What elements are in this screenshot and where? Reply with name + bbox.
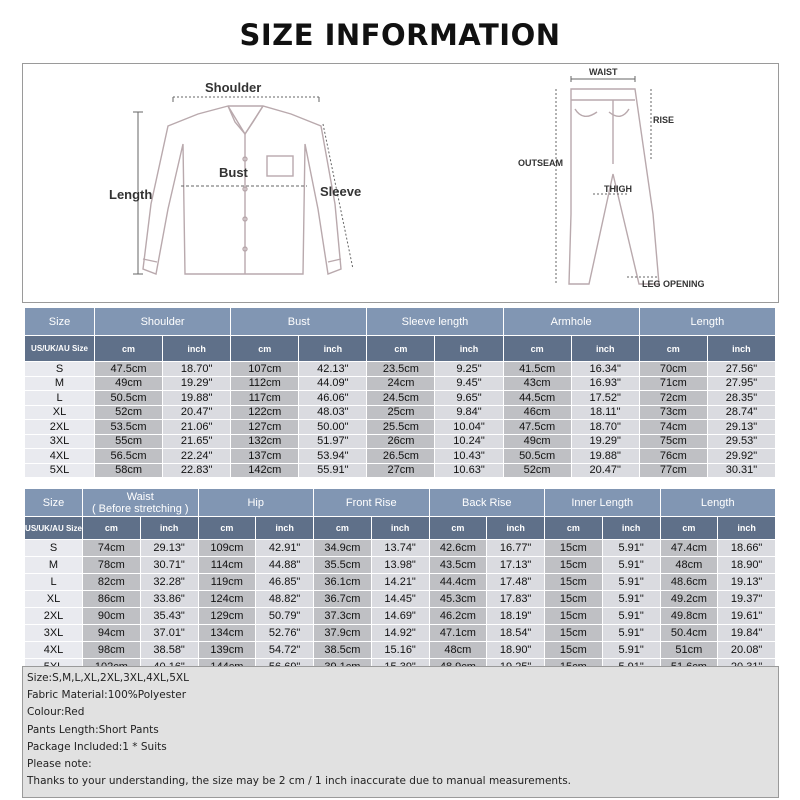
inch-value-cell: 19.84" [718, 625, 776, 642]
bust-header: Bust [231, 308, 367, 336]
inch-value-cell: 35.43" [140, 608, 198, 625]
size-cell: 2XL [25, 608, 83, 625]
cm-value-cell: 74cm [83, 540, 141, 557]
cm-value-cell: 45.3cm [429, 591, 487, 608]
inch-value-cell: 19.29" [571, 434, 639, 449]
inch-header: inch [435, 336, 503, 362]
cm-value-cell: 46cm [503, 405, 571, 420]
size-cell: 2XL [25, 420, 95, 435]
inch-value-cell: 29.13" [140, 540, 198, 557]
cm-value-cell: 86cm [83, 591, 141, 608]
cm-header: cm [198, 517, 256, 540]
size-cell: 4XL [25, 449, 95, 464]
hip-header: Hip [198, 489, 314, 517]
inch-value-cell: 20.08" [718, 642, 776, 659]
cm-value-cell: 55cm [95, 434, 163, 449]
inch-value-cell: 9.25" [435, 362, 503, 377]
inch-value-cell: 42.13" [299, 362, 367, 377]
inch-header: inch [718, 517, 776, 540]
cm-value-cell: 47.4cm [660, 540, 718, 557]
inch-value-cell: 5.91" [602, 591, 660, 608]
shoulder-label: Shoulder [205, 80, 262, 95]
inch-header: inch [140, 517, 198, 540]
cm-value-cell: 35.5cm [314, 557, 372, 574]
cm-value-cell: 49cm [95, 376, 163, 391]
inch-header: inch [299, 336, 367, 362]
inch-value-cell: 10.24" [435, 434, 503, 449]
inch-value-cell: 51.97" [299, 434, 367, 449]
inch-value-cell: 22.83" [163, 463, 231, 478]
rise-label: RISE [653, 115, 675, 125]
sleeve-length-header: Sleeve length [367, 308, 503, 336]
inch-value-cell: 54.72" [256, 642, 314, 659]
inch-value-cell: 52.76" [256, 625, 314, 642]
cm-value-cell: 119cm [198, 574, 256, 591]
cm-value-cell: 94cm [83, 625, 141, 642]
cm-value-cell: 37.9cm [314, 625, 372, 642]
garment-illustrations [23, 64, 778, 302]
size-cell: 3XL [25, 434, 95, 449]
cm-value-cell: 48cm [429, 642, 487, 659]
inch-value-cell: 16.93" [571, 376, 639, 391]
inch-header: inch [707, 336, 775, 362]
inch-value-cell: 17.48" [487, 574, 545, 591]
cm-header: cm [314, 517, 372, 540]
inner-length-header: Inner Length [545, 489, 661, 517]
inch-value-cell: 17.83" [487, 591, 545, 608]
cm-value-cell: 52cm [503, 463, 571, 478]
cm-value-cell: 23.5cm [367, 362, 435, 377]
inch-value-cell: 55.91" [299, 463, 367, 478]
table-row [25, 608, 776, 625]
table-row [25, 420, 776, 435]
size-header: Size [25, 489, 83, 517]
note-pants-length: Pants Length:Short Pants [27, 723, 159, 736]
size-cell: S [25, 362, 95, 377]
product-notes [22, 666, 779, 798]
inch-value-cell: 21.65" [163, 434, 231, 449]
cm-value-cell: 48cm [660, 557, 718, 574]
inch-value-cell: 21.06" [163, 420, 231, 435]
cm-value-cell: 50.5cm [503, 449, 571, 464]
inch-value-cell: 27.95" [707, 376, 775, 391]
inch-value-cell: 44.09" [299, 376, 367, 391]
cm-value-cell: 27cm [367, 463, 435, 478]
inch-value-cell: 19.13" [718, 574, 776, 591]
inch-value-cell: 20.47" [163, 405, 231, 420]
inch-value-cell: 48.82" [256, 591, 314, 608]
inch-value-cell: 14.69" [371, 608, 429, 625]
table-row [25, 362, 776, 377]
cm-value-cell: 46.2cm [429, 608, 487, 625]
cm-value-cell: 107cm [231, 362, 299, 377]
inch-value-cell: 5.91" [602, 625, 660, 642]
inch-value-cell: 10.04" [435, 420, 503, 435]
bottom-size-table [24, 488, 776, 676]
cm-value-cell: 90cm [83, 608, 141, 625]
sleeve-label: Sleeve [320, 184, 362, 199]
cm-value-cell: 78cm [83, 557, 141, 574]
inch-value-cell: 13.74" [371, 540, 429, 557]
top-table-body [25, 362, 776, 478]
inch-value-cell: 42.91" [256, 540, 314, 557]
inch-value-cell: 28.35" [707, 391, 775, 406]
cm-header: cm [367, 336, 435, 362]
inch-value-cell: 14.45" [371, 591, 429, 608]
inch-value-cell: 5.91" [602, 642, 660, 659]
cm-value-cell: 43.5cm [429, 557, 487, 574]
note-disclaimer: Thanks to your understanding, the size may be 2 cm / 1 inch inaccurate due to manual measurements. [27, 775, 572, 788]
cm-value-cell: 56.5cm [95, 449, 163, 464]
inch-value-cell: 29.92" [707, 449, 775, 464]
shoulder-header: Shoulder [95, 308, 231, 336]
inch-value-cell: 18.19" [487, 608, 545, 625]
inch-value-cell: 46.06" [299, 391, 367, 406]
inch-header: inch [371, 517, 429, 540]
cm-value-cell: 43cm [503, 376, 571, 391]
table-row [25, 625, 776, 642]
cm-value-cell: 50.4cm [660, 625, 718, 642]
cm-value-cell: 47.5cm [95, 362, 163, 377]
cm-value-cell: 47.1cm [429, 625, 487, 642]
cm-value-cell: 15cm [545, 540, 603, 557]
inch-value-cell: 46.85" [256, 574, 314, 591]
cm-header: cm [429, 517, 487, 540]
table-row [25, 642, 776, 659]
cm-value-cell: 25cm [367, 405, 435, 420]
cm-header: cm [545, 517, 603, 540]
inch-value-cell: 18.70" [163, 362, 231, 377]
cm-header: cm [503, 336, 571, 362]
bust-label: Bust [219, 165, 248, 180]
front-rise-header: Front Rise [314, 489, 430, 517]
cm-value-cell: 137cm [231, 449, 299, 464]
cm-value-cell: 15cm [545, 608, 603, 625]
inch-value-cell: 16.77" [487, 540, 545, 557]
table-row [25, 591, 776, 608]
cm-value-cell: 34.9cm [314, 540, 372, 557]
cm-header: cm [639, 336, 707, 362]
inch-value-cell: 27.56" [707, 362, 775, 377]
cm-value-cell: 36.1cm [314, 574, 372, 591]
cm-value-cell: 53.5cm [95, 420, 163, 435]
inch-value-cell: 15.16" [371, 642, 429, 659]
cm-header: cm [95, 336, 163, 362]
cm-value-cell: 49.8cm [660, 608, 718, 625]
inch-header: inch [163, 336, 231, 362]
cm-value-cell: 44.5cm [503, 391, 571, 406]
cm-value-cell: 25.5cm [367, 420, 435, 435]
note-sizes: Size:S,M,L,XL,2XL,3XL,4XL,5XL [27, 672, 189, 684]
table-row [25, 391, 776, 406]
table-row [25, 405, 776, 420]
inch-value-cell: 44.88" [256, 557, 314, 574]
top-size-table [24, 307, 776, 478]
length-header: Length [660, 489, 776, 517]
cm-value-cell: 15cm [545, 574, 603, 591]
measurement-diagram [22, 63, 779, 303]
cm-value-cell: 98cm [83, 642, 141, 659]
cm-value-cell: 71cm [639, 376, 707, 391]
size-cell: XL [25, 591, 83, 608]
inch-value-cell: 48.03" [299, 405, 367, 420]
inch-value-cell: 17.52" [571, 391, 639, 406]
inch-value-cell: 38.58" [140, 642, 198, 659]
inch-header: inch [487, 517, 545, 540]
cm-value-cell: 48.6cm [660, 574, 718, 591]
length-header: Length [639, 308, 775, 336]
cm-value-cell: 114cm [198, 557, 256, 574]
leg-opening-label: LEG OPENING [642, 279, 705, 289]
inch-value-cell: 28.74" [707, 405, 775, 420]
waist-header: Waist ( Before stretching ) [83, 489, 199, 517]
size-cell: 4XL [25, 642, 83, 659]
cm-value-cell: 42.6cm [429, 540, 487, 557]
inch-value-cell: 13.98" [371, 557, 429, 574]
inch-value-cell: 17.13" [487, 557, 545, 574]
cm-value-cell: 73cm [639, 405, 707, 420]
unit-header-row [25, 336, 776, 362]
cm-value-cell: 112cm [231, 376, 299, 391]
inch-value-cell: 18.70" [571, 420, 639, 435]
inch-value-cell: 10.43" [435, 449, 503, 464]
inch-value-cell: 37.01" [140, 625, 198, 642]
waist-label: WAIST [589, 67, 618, 77]
size-cell: 3XL [25, 625, 83, 642]
inch-value-cell: 20.47" [571, 463, 639, 478]
note-please-note: Please note: [27, 758, 92, 771]
inch-value-cell: 29.53" [707, 434, 775, 449]
inch-header: inch [256, 517, 314, 540]
outseam-label: OUTSEAM [518, 158, 563, 168]
cm-value-cell: 82cm [83, 574, 141, 591]
inch-value-cell: 18.90" [718, 557, 776, 574]
inch-value-cell: 10.63" [435, 463, 503, 478]
inch-value-cell: 18.11" [571, 405, 639, 420]
cm-value-cell: 26cm [367, 434, 435, 449]
shirt-illustration [143, 106, 341, 274]
size-cell: M [25, 557, 83, 574]
inch-value-cell: 19.37" [718, 591, 776, 608]
cm-value-cell: 15cm [545, 591, 603, 608]
size-header: Size [25, 308, 95, 336]
table-row [25, 434, 776, 449]
armhole-header: Armhole [503, 308, 639, 336]
cm-value-cell: 36.7cm [314, 591, 372, 608]
cm-header: cm [660, 517, 718, 540]
inch-value-cell: 19.88" [163, 391, 231, 406]
cm-value-cell: 49.2cm [660, 591, 718, 608]
note-package: Package Included:1 * Suits [27, 740, 167, 753]
size-cell: S [25, 540, 83, 557]
cm-value-cell: 15cm [545, 642, 603, 659]
cm-value-cell: 24cm [367, 376, 435, 391]
inch-value-cell: 22.24" [163, 449, 231, 464]
inch-value-cell: 5.91" [602, 540, 660, 557]
size-region-header: US/UK/AU Size [25, 517, 83, 540]
cm-value-cell: 26.5cm [367, 449, 435, 464]
cm-header: cm [83, 517, 141, 540]
table-row [25, 449, 776, 464]
size-cell: L [25, 574, 83, 591]
size-cell: XL [25, 405, 95, 420]
table-row [25, 540, 776, 557]
cm-value-cell: 52cm [95, 405, 163, 420]
thigh-label: THIGH [604, 184, 632, 194]
inch-value-cell: 5.91" [602, 574, 660, 591]
cm-value-cell: 37.3cm [314, 608, 372, 625]
table-row [25, 463, 776, 478]
inch-value-cell: 18.54" [487, 625, 545, 642]
bottom-table-body [25, 540, 776, 676]
inch-value-cell: 5.91" [602, 557, 660, 574]
inch-value-cell: 14.21" [371, 574, 429, 591]
cm-value-cell: 76cm [639, 449, 707, 464]
inch-value-cell: 18.90" [487, 642, 545, 659]
cm-value-cell: 24.5cm [367, 391, 435, 406]
inch-value-cell: 53.94" [299, 449, 367, 464]
page-title: SIZE INFORMATION [239, 18, 561, 52]
inch-header: inch [602, 517, 660, 540]
inch-value-cell: 32.28" [140, 574, 198, 591]
inch-value-cell: 33.86" [140, 591, 198, 608]
note-colour: Colour:Red [27, 706, 85, 719]
cm-value-cell: 122cm [231, 405, 299, 420]
cm-value-cell: 41.5cm [503, 362, 571, 377]
size-cell: M [25, 376, 95, 391]
back-rise-header: Back Rise [429, 489, 545, 517]
inch-value-cell: 19.88" [571, 449, 639, 464]
cm-value-cell: 74cm [639, 420, 707, 435]
inch-value-cell: 50.79" [256, 608, 314, 625]
inch-header: inch [571, 336, 639, 362]
cm-value-cell: 51cm [660, 642, 718, 659]
cm-value-cell: 15cm [545, 557, 603, 574]
cm-value-cell: 38.5cm [314, 642, 372, 659]
cm-value-cell: 58cm [95, 463, 163, 478]
size-cell: L [25, 391, 95, 406]
cm-value-cell: 72cm [639, 391, 707, 406]
inch-value-cell: 50.00" [299, 420, 367, 435]
size-region-header: US/UK/AU Size [25, 336, 95, 362]
inch-value-cell: 9.65" [435, 391, 503, 406]
cm-value-cell: 49cm [503, 434, 571, 449]
inch-value-cell: 30.31" [707, 463, 775, 478]
size-cell: 5XL [25, 463, 95, 478]
table-row [25, 574, 776, 591]
inch-value-cell: 18.66" [718, 540, 776, 557]
inch-value-cell: 14.92" [371, 625, 429, 642]
cm-header: cm [231, 336, 299, 362]
unit-header-row [25, 517, 776, 540]
note-fabric: Fabric Material:100%Polyester [27, 689, 187, 702]
cm-value-cell: 142cm [231, 463, 299, 478]
inch-value-cell: 30.71" [140, 557, 198, 574]
cm-value-cell: 15cm [545, 625, 603, 642]
cm-value-cell: 70cm [639, 362, 707, 377]
cm-value-cell: 139cm [198, 642, 256, 659]
inch-value-cell: 19.61" [718, 608, 776, 625]
cm-value-cell: 127cm [231, 420, 299, 435]
cm-value-cell: 124cm [198, 591, 256, 608]
cm-value-cell: 77cm [639, 463, 707, 478]
inch-value-cell: 19.29" [163, 376, 231, 391]
cm-value-cell: 109cm [198, 540, 256, 557]
cm-value-cell: 75cm [639, 434, 707, 449]
cm-value-cell: 50.5cm [95, 391, 163, 406]
cm-value-cell: 117cm [231, 391, 299, 406]
inch-value-cell: 5.91" [602, 608, 660, 625]
cm-value-cell: 129cm [198, 608, 256, 625]
cm-value-cell: 132cm [231, 434, 299, 449]
cm-value-cell: 134cm [198, 625, 256, 642]
inch-value-cell: 29.13" [707, 420, 775, 435]
table-row [25, 376, 776, 391]
inch-value-cell: 16.34" [571, 362, 639, 377]
length-label: Length [109, 187, 153, 202]
cm-value-cell: 44.4cm [429, 574, 487, 591]
table-row [25, 557, 776, 574]
inch-value-cell: 9.45" [435, 376, 503, 391]
cm-value-cell: 47.5cm [503, 420, 571, 435]
inch-value-cell: 9.84" [435, 405, 503, 420]
